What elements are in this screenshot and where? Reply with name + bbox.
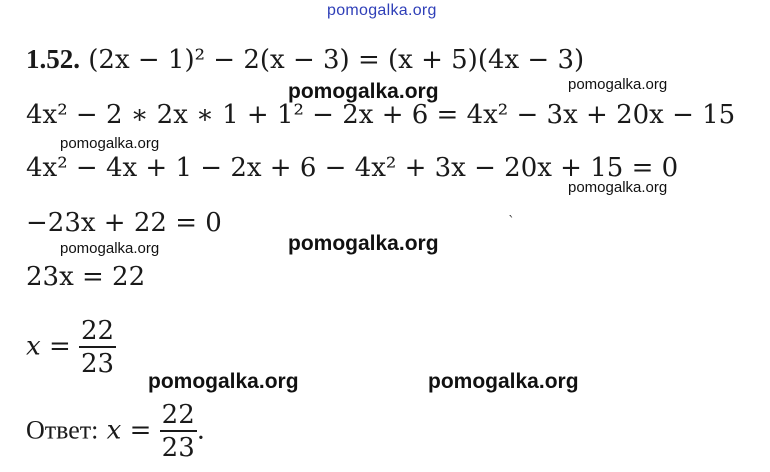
problem-statement: [26, 44, 584, 75]
answer-equals: =: [129, 415, 152, 446]
watermark: pomogalka.org: [288, 80, 439, 103]
answer-variable: x: [106, 415, 122, 446]
step-2: 4x² − 4x + 1 − 2x + 6 − 4x² + 3x − 20x + 15 = 0: [26, 153, 679, 183]
answer-period: .: [196, 415, 206, 446]
watermark: pomogalka.org: [60, 135, 160, 152]
solution-denominator: 23: [81, 349, 115, 379]
watermark: pomogalka.org: [60, 240, 160, 257]
solution-equals: =: [48, 331, 71, 362]
answer-numerator: 22: [161, 400, 195, 430]
answer-fraction: [160, 402, 197, 461]
watermark-top: pomogalka.org: [327, 2, 437, 19]
problem-equation: (2x − 1)² − 2(x − 3) = (x + 5)(4x − 3): [88, 45, 585, 75]
answer-label: Ответ:: [26, 415, 99, 445]
step-1: 4x² − 2 ∗ 2x ∗ 1 + 1² − 2x + 6 = 4x² − 3x + 20x − 15: [26, 100, 736, 130]
watermark: pomogalka.org: [568, 76, 668, 93]
answer: [26, 402, 205, 461]
watermark: pomogalka.org: [428, 370, 579, 393]
step-4: 23x = 22: [26, 262, 146, 292]
problem-number: 1.52.: [26, 44, 80, 74]
answer-denominator: 23: [161, 433, 195, 463]
solution-variable: x: [26, 331, 41, 362]
watermark: pomogalka.org: [148, 370, 299, 393]
solution: [26, 318, 116, 377]
step-3: −23x + 22 = 0: [26, 208, 222, 238]
solution-fraction: [79, 318, 116, 377]
watermark: pomogalka.org: [288, 232, 439, 255]
solution-numerator: 22: [81, 316, 115, 346]
ink-speck: ˋ: [508, 214, 515, 230]
watermark: pomogalka.org: [568, 179, 668, 196]
